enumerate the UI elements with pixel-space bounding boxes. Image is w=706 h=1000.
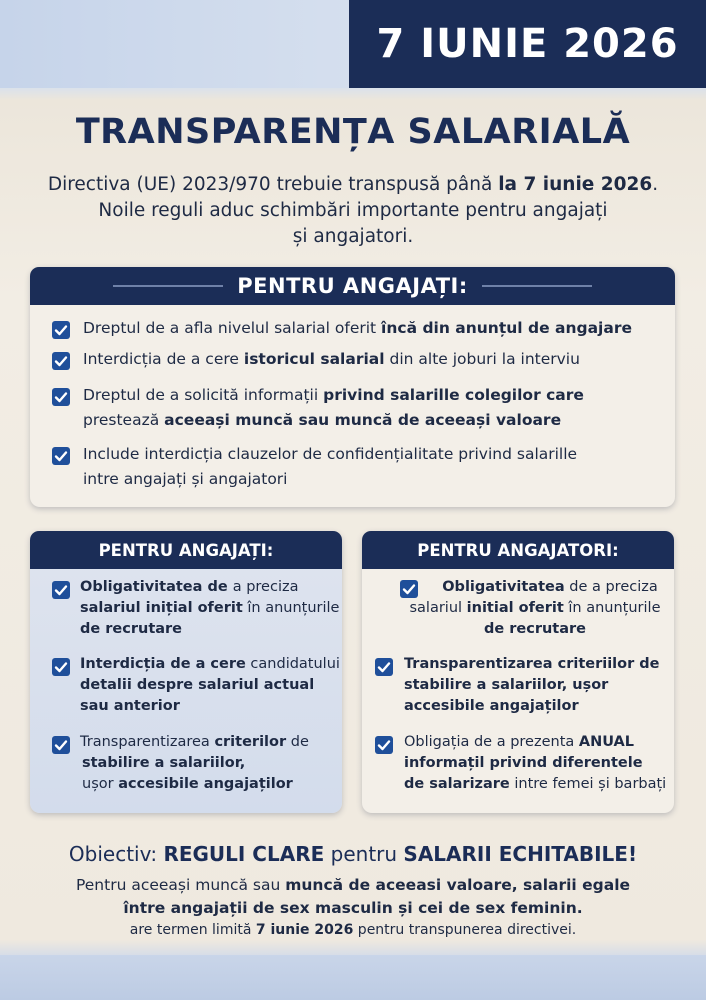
checkbox-icon xyxy=(52,321,70,339)
checkbox-icon xyxy=(52,352,70,370)
intro-text xyxy=(20,172,686,250)
checkbox-icon xyxy=(52,447,70,465)
checkbox-icon xyxy=(375,658,393,676)
date-banner-text: 7 IUNIE 2026 xyxy=(376,21,679,67)
list-item: Interdicția de a cere candidatului detalii despre salariul actual sau anterior xyxy=(80,656,340,714)
checkbox-icon xyxy=(52,388,70,406)
intro-line-1: Directiva (UE) 2023/970 trebuie transpusă până la 7 iunie 2026. xyxy=(47,174,659,195)
objective-heading: Obiectiv: REGULI CLARE pentru SALARII ECHITABILE! xyxy=(68,842,638,866)
list-item: Transparentizarea criterilor de stabilire a salariilor, ușor accesibile angajaților xyxy=(80,734,309,792)
footer-line-3: are termen limită 7 iunie 2026 pentru transpunerea directivei. xyxy=(129,922,577,938)
list-item: Obligativitatea de a preciza salariul inițial oferit în anunțurile de recrutare xyxy=(80,579,340,637)
checkbox-icon xyxy=(52,658,70,676)
bottom-band xyxy=(0,955,706,1000)
list-item: Include interdicția clauzelor de confidențialitate privind salarille intre angajați și angajatori xyxy=(83,445,578,488)
employees-header: PENTRU ANGAJAȚI: xyxy=(30,531,342,569)
checkbox-icon xyxy=(52,736,70,754)
list-item: Interdicția de a cere istoricul salarial din alte joburi la interviu xyxy=(83,350,580,368)
page-title: TRANSPARENȚA SALARIALĂ xyxy=(75,112,631,152)
header-rule-right xyxy=(482,285,592,287)
employers-card xyxy=(362,531,674,813)
header-rule-left xyxy=(113,285,223,287)
list-item: Obligativitatea de a preciza salariul initial oferit în anunțurile de recrutare xyxy=(409,579,661,637)
employees-rights-header: PENTRU ANGAJAȚI: xyxy=(30,267,675,305)
list-item: Dreptul de a afla nivelul salarial oferit încă din anunțul de angajare xyxy=(83,319,632,337)
list-item: Obligația de a prezenta ANUAL informațil privind diferentele de salarizare intre femei și barbați xyxy=(404,734,667,792)
intro-line-3: și angajatori. xyxy=(292,226,414,247)
employers-header: PENTRU ANGAJATORI: xyxy=(362,531,674,569)
list-item: Dreptul de a solicită informații privind salarille colegilor care prestează aceeași muncă sau muncă de aceeași valoare xyxy=(83,386,584,429)
footer-line-2: între angajații de sex masculin și cei de sex feminin. xyxy=(123,899,583,917)
date-banner xyxy=(349,0,706,88)
checkbox-icon xyxy=(52,581,70,599)
footer-line-1: Pentru aceeași muncă sau muncă de aceeasi valoare, salarii egale xyxy=(75,876,631,894)
intro-line-2: Noile reguli aduc schimbări importante pentru angajați xyxy=(98,200,608,221)
list-item: Transparentizarea criteriilor de stabilire a salariilor, ușor accesibile angajaților xyxy=(404,656,660,714)
employees-rights-card xyxy=(30,267,675,507)
employees-card xyxy=(30,531,342,813)
checkbox-icon xyxy=(375,736,393,754)
